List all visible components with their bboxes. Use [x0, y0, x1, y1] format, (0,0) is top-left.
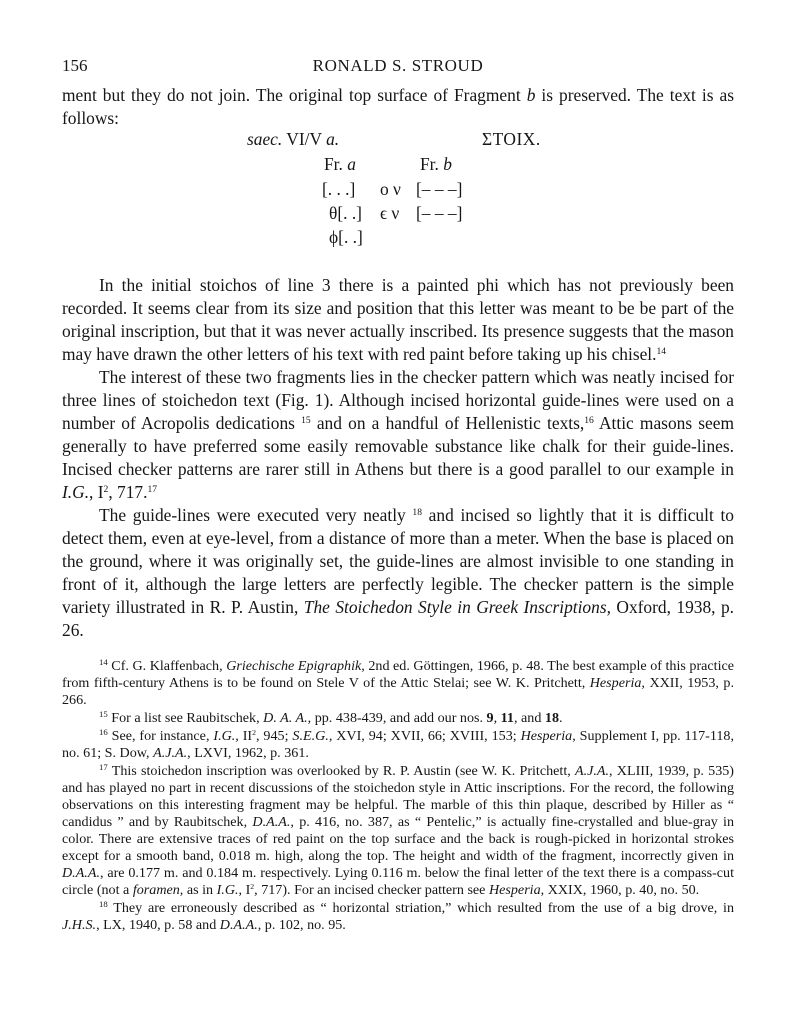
footnotes: [62, 658, 734, 934]
footnote-ref-18: 18: [412, 506, 422, 518]
footnote-ref-15: 15: [301, 414, 311, 426]
page: [62, 56, 734, 934]
line-2-fragment-b: [– – –]: [416, 203, 463, 223]
footnote-ref-16: 16: [584, 414, 594, 426]
footnote-ref-17: 17: [147, 483, 158, 495]
footnote-ref-14: 14: [656, 345, 667, 357]
stoichedon-label: ΣΤΟΙΧ.: [482, 129, 541, 149]
inscription-date: saec. VI/V a.: [247, 129, 340, 149]
guide-lines-paragraph: The guide-lines were executed very neatly $^{18}$ and incised so lightly that it is difficult to detect them, even at eye-level, from a distance of more than a meter. When the base is placed on the ground, where it was originally set, the guide-lines are almost invisible to one standing in front of it, although the large letters are perfectly legible. The checker pattern is the simple variety illustrated in R. P. Austin, The Stoichedon Style in Greek Inscriptions, Oxford, 1938, p. 26.: [62, 505, 735, 640]
line-1-fragment-a: [. . .]: [322, 179, 356, 199]
intro-paragraph: ment but they do not join. The original top surface of Fragment b is preserved. The text is as follows:: [62, 85, 734, 128]
painted-phi-paragraph: In the initial stoichos of line 3 there is a painted phi which has not previously been recorded. It seems clear from its size and position that this letter was meant to be be part of the original inscription, but that it was never actually inscribed. Its presence suggests that the mason may have drawn the other letters of his text with red paint before taking up his chisel.$^{14}$: [62, 275, 734, 364]
footnote-14: $^{14}$ Cf. G. Klaffenbach, Griechische Epigraphik, 2nd ed. Göttingen, 1966, p. 48. The best example of this practice from fifth-century Athens is to be found on Stele V of the Attic Stelai; see W. K. Pritchett, Hesperia, XXII, 1953, p. 266.: [62, 657, 734, 708]
line-3-fragment-a: ϕ[. .]: [329, 227, 363, 247]
running-head: [62, 56, 734, 80]
line-1-fragment-b: [– – –]: [416, 179, 463, 199]
footnote-16: $^{16}$ See, for instance, I.G., $II^2$, 945; S.E.G., XVI, 94; XVII, 66; XVIII, 153; Hesperia, Supplement I, pp. 117-118, no. 61; S. Dow, A.J.A., LXVI, 1962, p. 361.: [62, 727, 735, 761]
line-2-dotted-letters: ϵ ν: [380, 203, 400, 223]
inscription-text: [62, 130, 734, 256]
running-title: RONALD S. STROUD: [312, 56, 484, 75]
checker-pattern-paragraph: The interest of these two fragments lies in the checker pattern which was neatly incised for three lines of stoichedon text (Fig. 1). Although incised horizontal guide-lines were used on a number of Acropolis dedications $^{15}$ and on a handful of Hellenistic texts,$^{16}$ Attic masons seem generally to have preferred some easily removable substance like chalk for their guide-lines. Incised checker patterns are rarer still in Athens but there is a good parallel to our example in I.G., $I^2$, 717.17: [62, 367, 735, 502]
footnote-18: $^{18}$ They are erroneously described as “ horizontal striation,” which resulted from the use of a big drove, in J.H.S., LX, 1940, p. 58 and D.A.A., p. 102, no. 95.: [62, 899, 734, 933]
footnote-15: $^{15}$ For a list see Raubitschek, D. A. A., pp. 438-439, and add our nos. 9, 11, and 18.: [99, 709, 563, 726]
line-1-dotted-letters: ο ν: [380, 179, 401, 199]
page-number: 156: [62, 56, 88, 75]
fragment-b-label: Fr. b: [420, 154, 452, 174]
footnote-17: $^{17}$ This stoichedon inscription was overlooked by R. P. Austin (see W. K. Pritchett, A.J.A., XLIII, 1939, p. 535) and has played no part in recent discussions of the stoichedon style in Attic inscriptions. For the record, the following observations on this interesting fragment may be helpful. The marble of this thin plaque, described by Hiller as “ candidus ” and by Raubitschek, D.A.A., p. 416, no. 387, as “ Pentelic,” is actually fine-crystalled and blue-gray in color. There are extensive traces of red paint on the top surface and the back is rough-picked in horizontal strokes except for a smooth band, 0.018 m. high, along the top. The height and width of the fragment, incorrectly given in D.A.A., are 0.177 m. and 0.184 m. respectively. Lying 0.116 m. below the final letter of the text there is a compass-cut circle (not a foramen, as in I.G., $I^2$, 717). For an incised checker pattern see Hesperia, XXIX, 1960, p. 40, no. 50.: [62, 762, 735, 898]
fragment-a-label: Fr. a: [324, 154, 356, 174]
line-2-fragment-a: θ[. .]: [329, 203, 362, 223]
